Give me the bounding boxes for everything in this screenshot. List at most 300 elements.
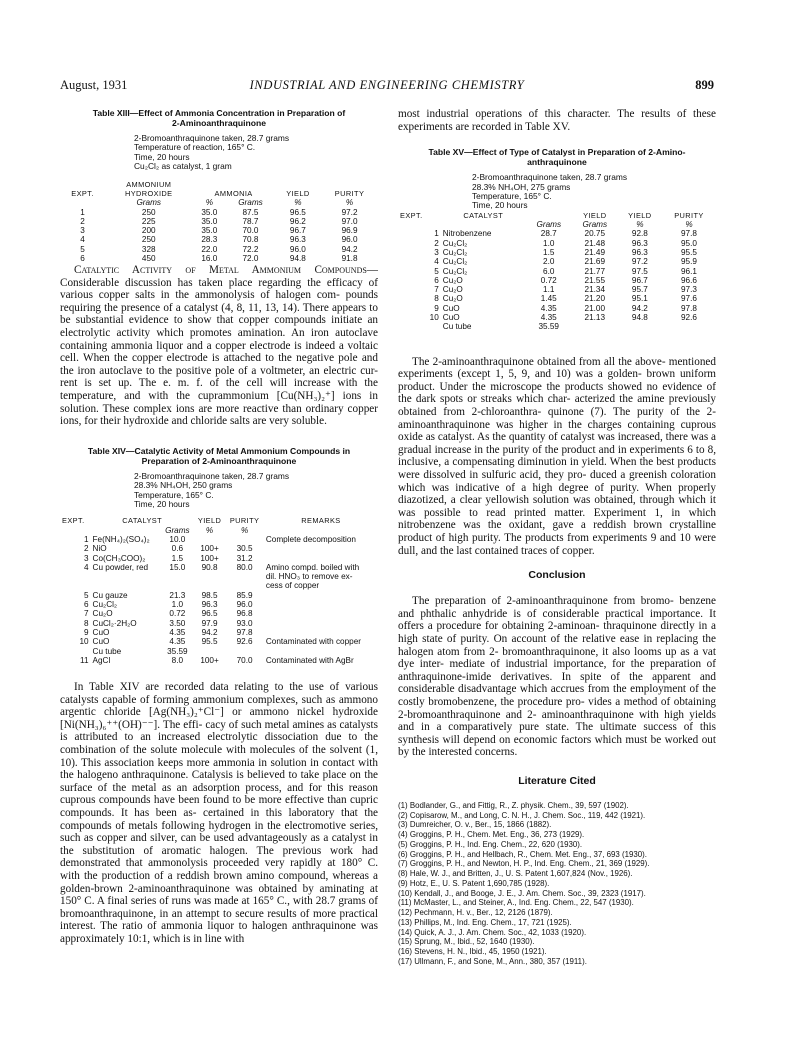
text-line: thraquinone directly in a high state of purity. On account: [398, 620, 716, 645]
text-line: amination. An iron autoclave containing ammonia liquor: [60, 326, 378, 352]
units-row: [398, 220, 716, 229]
table-cell: 0.72: [169, 609, 186, 619]
table-cell: 2: [83, 544, 89, 554]
unit-cell: %: [205, 525, 214, 535]
text-line: degree of purity. When properly diazotized, a clear yellowish: [398, 481, 716, 507]
table-cell: [225, 647, 264, 656]
table-cell: 95.1: [631, 294, 648, 304]
table-cell: 97.5: [631, 266, 648, 276]
table-cell: Cu₂Cl₂: [92, 600, 118, 610]
text-line: solution was obtained, through which it was possible to read: [398, 494, 716, 519]
table-cell: [264, 628, 378, 637]
caption-line: anthraquinone: [527, 157, 587, 168]
unit-cell: %: [345, 198, 354, 208]
text-line: most industrial operations of this character. The results of: [398, 108, 693, 120]
text-line: ordinary copper ions, for their hydroxide and chloride salts: [60, 402, 378, 428]
text-line: mentioned experiments (except 1, 5, 9, and 10) was a golden-: [398, 355, 716, 381]
condition-line: Temperature, 165° C.: [134, 489, 214, 500]
table-cell: 96.2: [289, 216, 306, 226]
text-line: In Table XIV are recorded data relating to the use of: [74, 681, 346, 694]
text-line: vides a method of obtaining 2-bromoanthraquinone and 2-: [398, 695, 717, 721]
unit-cell: Grams: [582, 220, 608, 230]
table-row: [398, 267, 716, 276]
table-xiii-caption: [60, 108, 378, 128]
table-row: [60, 563, 378, 572]
text-line: rent is set up. The e. m. f. of the cell will increase with the: [60, 377, 378, 390]
table-cell: 96.0: [289, 244, 306, 254]
text-line: bromoanthraquinone, in an attempt to secure results of more: [60, 907, 340, 920]
text-line: quinone (7). The purity of the 2-aminoanthraquinone was: [398, 406, 716, 431]
table-cell: 21.34: [584, 285, 606, 295]
text-line: proceeded very rapidly at 180° C. with the production of a: [60, 857, 378, 882]
table-cell: 20.75: [584, 229, 606, 239]
text-line: anthraquinone was approximately 10:1, which is in line with: [60, 920, 378, 945]
text-line: increase in the purity of the product and in experiments 6: [434, 443, 696, 456]
table-row: [60, 226, 378, 235]
table-xiv-grid: [60, 516, 378, 665]
text-line: various catalysts capable of forming ammonium complexes,: [60, 681, 378, 706]
table-row: [60, 628, 378, 637]
table-cell: [264, 600, 378, 609]
table-cell: 94.2: [631, 303, 648, 313]
condition-line: Time, 20 hours: [134, 498, 190, 509]
table-row: [60, 609, 378, 618]
unit-cell: %: [205, 198, 213, 208]
table-cell: AgCl: [92, 655, 111, 665]
table-row: [398, 229, 716, 238]
table-cell: 96.9: [341, 226, 358, 236]
table-cell: 4.35: [540, 313, 557, 323]
table-cell: Fe(NH₄)₂(SO₄)₂: [92, 534, 150, 544]
table-cell: 95.5: [201, 637, 218, 647]
text-line: bromoanthraquinone, it also looms up as a vat dye inter-: [398, 645, 716, 671]
table-cell: 96.1: [680, 266, 697, 276]
text-line: such as ammono argentic chloride [Ag(NH₃)₂⁺Cl⁻] or: [60, 693, 378, 719]
text-line: printed matter. Experiment 1, in which nitrobenzene was the: [398, 506, 716, 532]
table-cell: Cu tube: [92, 646, 122, 656]
table-cell: 96.0: [341, 235, 358, 245]
table-cell: CuO: [442, 303, 460, 313]
text-line: purity. The products from experiments 9 and 10 were dull,: [398, 531, 716, 557]
table-cell: 97.8: [680, 303, 697, 313]
column-header: PURITY: [229, 516, 260, 526]
table-cell: 97.2: [341, 207, 358, 217]
table-cell: 35.0: [201, 207, 218, 217]
table-cell: dil. HNO₃ to remove ex-: [265, 572, 353, 582]
caption-line: Table XIII—Effect of Ammonia Concentration in Preparation of: [92, 108, 346, 118]
table-cell: 21.3: [169, 590, 186, 600]
table-cell: 70.8: [242, 235, 259, 245]
section-run-in-heading: Catalytic Activity of Metal Ammonium Compounds—: [74, 264, 378, 276]
table-cell: Amino compd. boiled with: [265, 562, 360, 572]
table-row: [60, 581, 378, 590]
table-cell: 6: [434, 275, 439, 285]
table-cell: [60, 581, 91, 590]
table-cell: CuO: [92, 637, 110, 647]
text-line: and for this reason cuprous compounds have been found to be: [60, 781, 379, 807]
text-line: more effective than cupric compounds. It has been as-: [60, 794, 378, 820]
text-line: The previous work had demonstrated that ammonolysis: [60, 844, 378, 870]
table-cell: 96.3: [631, 238, 648, 248]
table-cell: 8: [434, 294, 439, 304]
caption-line: Table XIV—Catalytic Activity of Metal Ammonium Compounds in: [87, 445, 351, 456]
table-cell: 28.3: [201, 235, 218, 245]
column-header: CATALYST: [463, 210, 504, 220]
text-line: autoclave to the positive pole of a voltmeter, an electric cur-: [99, 364, 378, 377]
literature-heading: Literature Cited: [518, 774, 596, 787]
table-cell: [264, 647, 378, 656]
table-cell: 97.2: [631, 257, 648, 267]
table-row: [398, 239, 716, 248]
unit-cell: %: [685, 220, 693, 230]
catalytic-activity-section: [60, 264, 378, 428]
reference-item: (4) Groggins, P. H., Chem. Met. Eng., 36, 273 (1929).: [398, 830, 585, 840]
reference-item: (11) McMaster, L., and Steiner, A., Ind. Eng. Chem., 22, 547 (1930).: [398, 898, 634, 908]
table-cell: 4: [83, 562, 89, 572]
condition-line: 2-Bromoanthraquinone taken, 28.7 grams: [472, 172, 628, 183]
table-row: [398, 257, 716, 266]
table-cell: [91, 572, 161, 581]
unit-cell: %: [636, 220, 644, 230]
table-cell: [618, 322, 662, 331]
table-cell: 1.0: [543, 238, 555, 248]
table-xv-body: [398, 229, 716, 331]
table-cell: 21.69: [584, 257, 606, 267]
table-cell: 35.0: [201, 216, 218, 226]
table-xiii-conditions: [134, 134, 378, 172]
text-line: to 8, inclusive, a compensating diminution in yield. When: [398, 443, 717, 469]
condition-line: 2-Bromoanthraquinone taken, 28.7 grams: [134, 133, 290, 143]
table-cell: Cu₂O: [92, 609, 113, 619]
reference-list: [398, 801, 716, 967]
table-cell: [225, 535, 264, 544]
condition-line: Time, 20 hours: [472, 200, 528, 211]
header-row: [398, 211, 716, 220]
table-cell: 7: [434, 285, 439, 295]
text-line: and a copper electrode is indeed a voltaic cell. When the: [60, 339, 378, 365]
reference-item: (2) Copisarow, M., and Long, C. N. H., J. Chem. Soc., 119, 442 (1921).: [398, 810, 646, 820]
column-header: PURITY: [674, 210, 704, 220]
table-row: [398, 276, 716, 285]
table-xv: [398, 147, 716, 331]
table-xiv: [60, 446, 378, 665]
table-cell: Cu₂Cl₂: [442, 248, 468, 257]
text-line: The preparation of 2-aminoanthraquinone from bromo-: [412, 595, 680, 608]
table-cell: 70.0: [236, 655, 253, 665]
unit-cell: %: [240, 525, 249, 535]
table-row: [60, 647, 378, 656]
table-cell: 1: [434, 229, 439, 239]
table-cell: 28.7: [540, 229, 557, 239]
table-cell: 72.2: [242, 244, 259, 254]
table-cell: 9: [434, 303, 439, 313]
table-cell: 2.0: [543, 257, 555, 267]
table-cell: 94.2: [201, 627, 218, 637]
table-cell: 92.6: [236, 637, 253, 647]
table-cell: 91.8: [341, 254, 358, 263]
text-line: pounds requiring the presence of a catalyst (4, 8, 11, 13, 14).: [60, 289, 378, 314]
table-cell: Cu₂Cl₂: [442, 266, 468, 276]
table-cell: CuO: [92, 627, 110, 637]
column-header: PURITY: [334, 188, 365, 198]
table-cell: [161, 572, 194, 581]
column-header: EXPT.: [400, 210, 423, 220]
table-cell: [194, 647, 226, 656]
column-header: EXPT.: [71, 188, 94, 198]
table-cell: 93.0: [236, 618, 253, 628]
text-line: This association keeps more ammonia in solution in contact: [81, 756, 359, 769]
table-cell: [91, 581, 161, 590]
table-cell: [194, 572, 226, 581]
text-line: and silver, can be used advantageously as a catalyst in the: [60, 832, 378, 857]
table-cell: 5: [83, 590, 89, 600]
table-cell: 95.0: [680, 238, 697, 248]
table-cell: Cu₂Cl₂: [442, 257, 468, 267]
condition-line: Temperature, 165° C.: [472, 191, 552, 201]
table-cell: 97.6: [680, 294, 697, 304]
table-cell: 11: [80, 655, 89, 665]
table-row: [60, 245, 378, 254]
text-line: the best products were dissolved in sulfuric acid, they pro-: [398, 456, 717, 482]
table-cell: 225: [141, 216, 156, 226]
text-line: brown uniform product. Under the microscope the products: [398, 368, 716, 393]
table-row: [60, 600, 378, 609]
table-cell: 0.6: [171, 544, 184, 554]
reference-item: (9) Hotz, E., U. S. Patent 1,690,785 (1928).: [398, 878, 550, 888]
table-row: [60, 208, 378, 217]
table-cell: 21.13: [584, 313, 606, 323]
header-row: [60, 516, 378, 525]
table-cell: [264, 609, 378, 618]
text-line: higher in the charges containing cuprous oxide as catalyst.: [398, 418, 716, 444]
table-cell: NiO: [92, 544, 107, 554]
table-cell: 1.5: [543, 248, 555, 257]
table-cell: 1.1: [543, 285, 555, 295]
table-row: [398, 285, 716, 294]
column-header: [526, 211, 572, 220]
condition-line: 2-Bromoanthraquinone taken, 28.7 grams: [134, 470, 290, 481]
table-cell: 21.20: [584, 294, 606, 304]
text-line: are very soluble.: [252, 415, 327, 428]
table-cell: Cu tube: [442, 322, 472, 332]
table-xv-grid: [398, 211, 716, 332]
table-cell: 100+: [200, 544, 219, 554]
catalytic-activity-paragraph: [60, 264, 378, 428]
text-line: benzene and phthalic anhydride is of considerable practical: [398, 595, 716, 620]
table-cell: 1: [80, 207, 85, 217]
table-cell: [264, 619, 378, 628]
reference-item: (13) Phillips, M., Ind. Eng. Chem., 17, 721 (1925).: [398, 917, 572, 927]
table-cell: 85.9: [236, 590, 253, 600]
table-cell: [264, 591, 378, 600]
table-cell: 2: [434, 238, 439, 248]
text-line: mediate of industrial importance, for the preparation of: [449, 658, 716, 671]
table-cell: Cu powder, red: [92, 562, 149, 572]
table-xiii-body: [60, 208, 378, 264]
table-cell: 2: [80, 216, 85, 226]
table-cell: 21.55: [584, 275, 606, 285]
table-cell: [225, 572, 264, 581]
table-cell: 5: [434, 266, 439, 276]
condition-line: 28.3% NH₄OH, 250 grams: [134, 480, 233, 491]
conclusion-paragraph: [398, 595, 716, 759]
unit-cell: %: [294, 198, 302, 208]
table-cell: 1.5: [171, 553, 184, 563]
table-xv-conditions: [472, 173, 716, 211]
issue-date: August, 1931: [60, 78, 128, 92]
page-number: 899: [695, 78, 714, 92]
table-row: [60, 235, 378, 244]
unit-cell: Grams: [136, 198, 161, 208]
reference-item: (12) Pechmann, H. v., Ber., 12, 2126 (1879).: [398, 908, 553, 918]
text-line: reddish brown amino compound, whereas a golden-brown: [60, 870, 378, 895]
column-header: CATALYST: [122, 516, 163, 526]
table-cell: 8.0: [171, 655, 184, 665]
table-cell: 5: [80, 244, 85, 254]
text-line: 2-aminoanthraquinone was obtained by aminating at 150° C.: [60, 882, 378, 908]
table-cell: 96.7: [289, 226, 306, 236]
table-cell: 100+: [200, 655, 219, 665]
running-header: [60, 78, 714, 98]
table-cell: Cu₂O: [442, 285, 463, 295]
table-row: [398, 248, 716, 257]
table-cell: 35.0: [201, 226, 218, 236]
table-row: [60, 554, 378, 563]
table-cell: 35.59: [538, 322, 559, 332]
table-cell: 22.0: [201, 244, 218, 254]
table-cell: 4.35: [169, 637, 186, 647]
table-cell: CuCl₂·2H₂O: [92, 618, 137, 628]
table-cell: Cu₂O: [442, 294, 463, 304]
table-cell: Cu gauze: [92, 590, 128, 600]
table-cell: 6: [83, 600, 89, 610]
journal-title: INDUSTRIAL AND ENGINEERING CHEMISTRY: [249, 78, 525, 92]
table-row: [60, 254, 378, 263]
table-cell: 6.0: [543, 266, 555, 276]
table-cell: 250: [141, 207, 156, 217]
table-cell: 21.49: [584, 248, 606, 257]
table-cell: 100+: [200, 553, 219, 563]
column-header: AMMONIUM: [126, 179, 172, 189]
unit-cell: Grams: [238, 198, 263, 208]
table-row: [398, 294, 716, 303]
table-cell: 4: [80, 235, 85, 245]
table-cell: 96.7: [631, 275, 648, 285]
table-row: [60, 619, 378, 628]
text-line: acterized the amine previously obtained from 2-chloroanthra-: [398, 393, 716, 419]
table-cell: 3: [83, 553, 89, 563]
table-cell: 21.48: [584, 238, 606, 248]
table-cell: 0.72: [540, 275, 557, 285]
text-line: the solute molecule with molecules of the solvent (1, 10).: [60, 744, 378, 769]
table-cell: 10: [429, 313, 439, 323]
table-cell: 96.8: [236, 609, 253, 619]
table-cell: 95.5: [680, 248, 697, 257]
text-line: certained in this laboratory that the compounds of metals: [60, 807, 379, 832]
table-cell: 4.35: [540, 303, 557, 313]
caption-line: 2-Aminoanthraquinone: [171, 118, 267, 128]
table-cell: Contaminated with AgBr: [265, 655, 354, 665]
table-cell: [264, 554, 378, 563]
table-cell: 80.0: [236, 562, 253, 572]
units-row: [60, 526, 378, 535]
table-cell: [264, 544, 378, 553]
table-cell: 72.0: [242, 254, 259, 263]
text-line: copper electrode is attached to the negative pole and the iron: [60, 352, 378, 377]
table-cell: 9: [83, 627, 89, 637]
table-row: [60, 217, 378, 226]
text-line: duced a greenish coloration which was indicative of a high: [398, 469, 716, 494]
conclusion-heading: Conclusion: [528, 569, 586, 582]
text-line: A final series of runs was made at 165° C., with 28.7 grams of: [96, 895, 378, 908]
condition-line: Temperature of reaction, 165° C.: [134, 142, 256, 153]
table-cell: 21.00: [584, 303, 606, 313]
condition-line: 28.3% NH₄OH, 275 grams: [472, 181, 571, 192]
unit-cell: Grams: [536, 220, 562, 230]
units-row: [60, 198, 378, 207]
table-cell: [60, 647, 91, 656]
table-cell: 200: [141, 226, 156, 236]
column-header: HYDROXIDE: [124, 188, 173, 198]
reference-item: (6) Groggins, P. H., and Hellbach, R., Chem. Met. Eng., 37, 693 (1930).: [398, 849, 647, 859]
text-line: and considerable disadvantage which accrues from the: [398, 670, 716, 696]
table-cell: Cu₂O: [442, 275, 463, 285]
text-line: increased electrolytic dissociation due to the combination of: [60, 731, 378, 757]
table-cell: Co(CH₃COO)₂: [92, 553, 146, 563]
table-cell: 3: [80, 226, 85, 236]
table-cell: 97.0: [341, 216, 358, 226]
text-line: ammono nickel hydroxide [Ni(NH₃)₆⁺⁺(OH)⁻⁻]. The effi-: [60, 706, 378, 731]
reference-item: (3) Dumreicher, O. v., Ber., 15, 1866 (1882).: [398, 820, 552, 830]
product-quality-paragraph: [398, 356, 716, 558]
text-line: practical interest. The ratio of ammonia liquor to halogen: [60, 907, 378, 933]
table-row: [60, 656, 378, 665]
table-xiv-conditions: [134, 472, 378, 510]
table-cell: 10: [79, 637, 89, 647]
table-xiii-grid: [60, 180, 378, 264]
table-cell: 7: [83, 609, 89, 619]
table-cell: [225, 581, 264, 590]
table-cell: 4.35: [169, 627, 186, 637]
table-cell: 328: [141, 244, 156, 254]
table-cell: Complete decomposition: [265, 534, 356, 544]
table-cell: 1.0: [171, 600, 184, 610]
table-cell: 78.7: [242, 216, 259, 226]
table-cell: 97.9: [201, 618, 218, 628]
table-cell: 97.8: [680, 229, 697, 239]
text-line: oxidant, gave a reddish brown crystalline product of high: [398, 519, 716, 544]
table-cell: 1.45: [540, 294, 557, 304]
table-cell: 87.5: [242, 207, 259, 217]
table-cell: Nitrobenzene: [442, 229, 492, 239]
table-cell: CuO: [442, 313, 460, 323]
table-cell: 94.2: [341, 244, 358, 254]
table-cell: 4: [434, 257, 439, 267]
table-cell: 8: [83, 618, 89, 628]
table-cell: [194, 535, 226, 544]
text-line: showed no evidence of the dark spots or streaks which char-: [398, 380, 716, 406]
table-cell: 96.6: [680, 275, 697, 285]
text-line: cacy of such metal amines as catalysts is attributed to an: [60, 718, 378, 744]
table-xiv-caption: [60, 446, 378, 466]
table-cell: 98.5: [201, 590, 218, 600]
column-header: YIELD: [628, 210, 652, 220]
table-row: [60, 572, 378, 581]
table-cell: 450: [141, 254, 156, 263]
table-cell: [60, 572, 91, 581]
table-cell: 15.0: [169, 562, 186, 572]
table-cell: 96.5: [201, 609, 218, 619]
